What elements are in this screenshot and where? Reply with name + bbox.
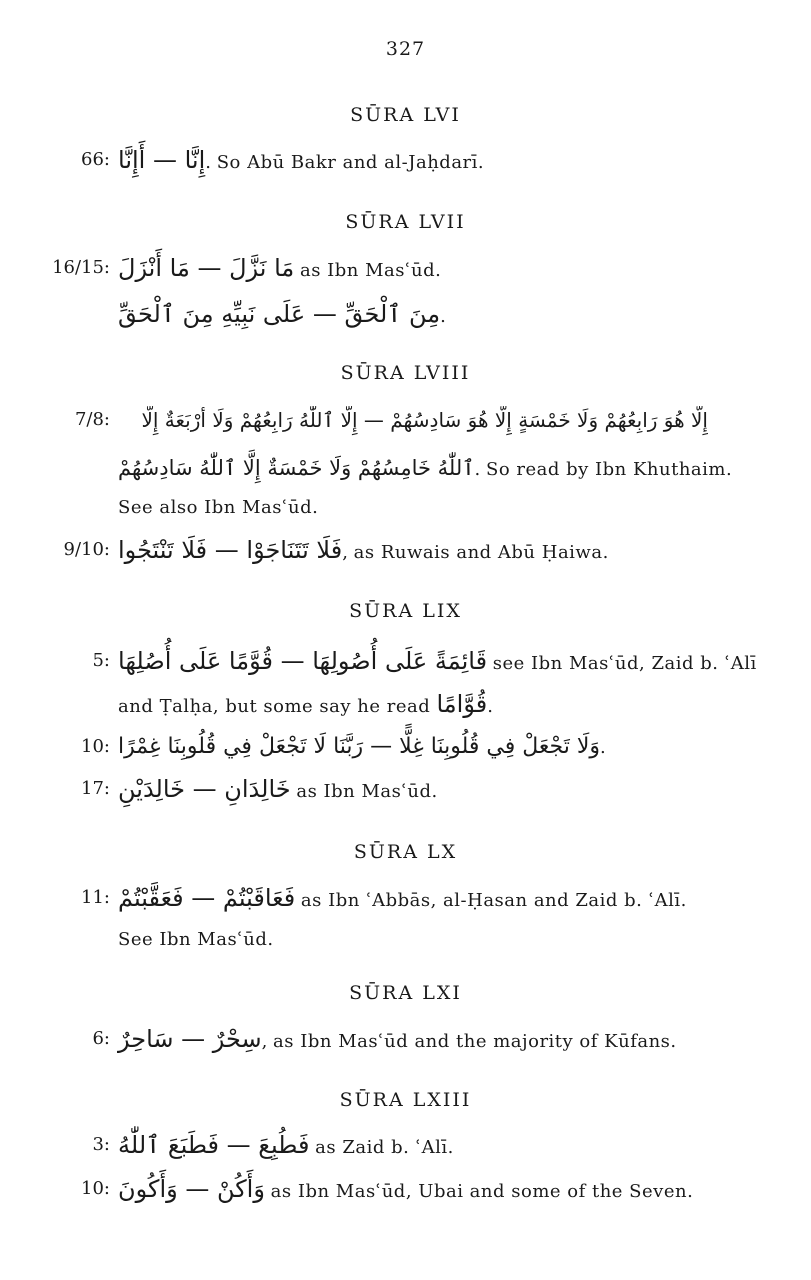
entry-note: as Zaid b. ʿAlī. bbox=[309, 1137, 454, 1158]
verse-number: 10: bbox=[81, 1178, 110, 1199]
arabic-variant: وَأَكُنْ — وَأَكُونَ bbox=[118, 1175, 265, 1203]
arabic-variant: ٱللّٰهُ خَامِسُهُمْ وَلَا خَمْسَةٌ إِلَّا ٱللّٰهُ سَادِسُهُمْ bbox=[118, 456, 475, 480]
arabic-variant: فَلَا تَتَنَاجَوْا — فَلَا تَنْتَجُوا bbox=[118, 536, 343, 564]
verse-number: 9/10: bbox=[63, 539, 110, 560]
entry-note: . So Abū Bakr and al-Jaḥdarī. bbox=[205, 152, 485, 173]
arabic-variant: قَائِمَةً عَلَى أُصُولِهَا — قُوَّمًا عَلَى أُصُلِهَا bbox=[118, 647, 488, 675]
arabic-variant: مِنَ ٱلْحَقِّ — عَلَى نَبِيِّهِ مِنَ ٱلْحَقِّ bbox=[118, 300, 441, 328]
entry-note: as Ibn Masʿūd, Ubai and some of the Seven. bbox=[264, 1181, 694, 1202]
sura-heading-lix: SŪRA LIX bbox=[349, 600, 462, 622]
sura-heading-lxi: SŪRA LXI bbox=[349, 982, 462, 1004]
sura-heading-lx: SŪRA LX bbox=[353, 841, 458, 863]
entry-note: as Ibn Masʿūd. bbox=[294, 260, 442, 281]
verse-number: 16/15: bbox=[52, 257, 110, 278]
entry-note-end: . bbox=[487, 696, 493, 717]
verse-number: 7/8: bbox=[74, 409, 110, 430]
entry-note: See also Ibn Masʿūd. bbox=[118, 497, 319, 518]
entry-note: as Ibn Masʿūd. bbox=[290, 781, 438, 802]
sura-heading-lxiii: SŪRA LXIII bbox=[339, 1089, 472, 1111]
verse-number: 3: bbox=[92, 1134, 110, 1155]
verse-number: 11: bbox=[81, 887, 110, 908]
page-number: 327 bbox=[385, 38, 426, 60]
entry-note: , as Ruwais and Abū Ḥaiwa. bbox=[342, 542, 609, 563]
entry-note: see Ibn Masʿūd, Zaid b. ʿAlī bbox=[487, 653, 757, 674]
arabic-variant: وَلَا تَجْعَلْ فِي قُلُوبِنَا غِلًّا — رَبَّنَا لَا تَجْعَلْ فِي قُلُوبِنَا غِمْرًا bbox=[118, 734, 601, 759]
entry-note: , as Ibn Masʿūd and the majority of Kūfans. bbox=[261, 1031, 677, 1052]
arabic-variant: قُوَّامًا bbox=[436, 690, 488, 718]
entry-note: . bbox=[440, 306, 446, 327]
verse-number: 17: bbox=[81, 778, 110, 799]
entry-note: . bbox=[600, 737, 606, 758]
verse-number: 5: bbox=[92, 650, 110, 671]
entry-note: . So read by Ibn Khuthaim. bbox=[474, 459, 733, 480]
entry-note: and Ṭalḥa, but some say he read bbox=[118, 696, 437, 717]
sura-heading-lvii: SŪRA LVII bbox=[345, 211, 466, 233]
sura-heading-lviii: SŪRA LVIII bbox=[340, 362, 471, 384]
arabic-variant: إِنَّا — أَإِنَّا bbox=[118, 146, 206, 174]
arabic-variant: إِلَّا هُوَ رَابِعُهُمْ وَلَا خَمْسَةٍ إِلَّا هُوَ سَادِسُهُمْ — إِلَّا ٱللّٰهُ رَابِعُهُمْ وَلَا أَرْبَعَةٌ إِلَّا bbox=[141, 408, 708, 432]
verse-number: 6: bbox=[92, 1028, 110, 1049]
arabic-variant: فَطُبِعَ — فَطَبَعَ ٱللّٰهُ bbox=[118, 1131, 310, 1159]
entry-note: See Ibn Masʿūd. bbox=[118, 929, 274, 950]
arabic-variant: مَا نَزَّلَ — مَا أَنْزَلَ bbox=[118, 254, 295, 282]
verse-number: 10: bbox=[81, 736, 110, 757]
arabic-variant: سِحْرٌ — سَاحِرٌ bbox=[118, 1025, 262, 1053]
entry-note: as Ibn ʿAbbās, al-Ḥasan and Zaid b. ʿAlī. bbox=[295, 890, 687, 911]
arabic-variant: خَالِدَانِ — خَالِدَيْنِ bbox=[118, 775, 291, 803]
verse-number: 66: bbox=[81, 149, 110, 170]
arabic-variant: فَعَاقَبْتُمْ — فَعَقَّبْتُمْ bbox=[118, 884, 296, 912]
sura-heading-lvi: SŪRA LVI bbox=[350, 104, 461, 126]
